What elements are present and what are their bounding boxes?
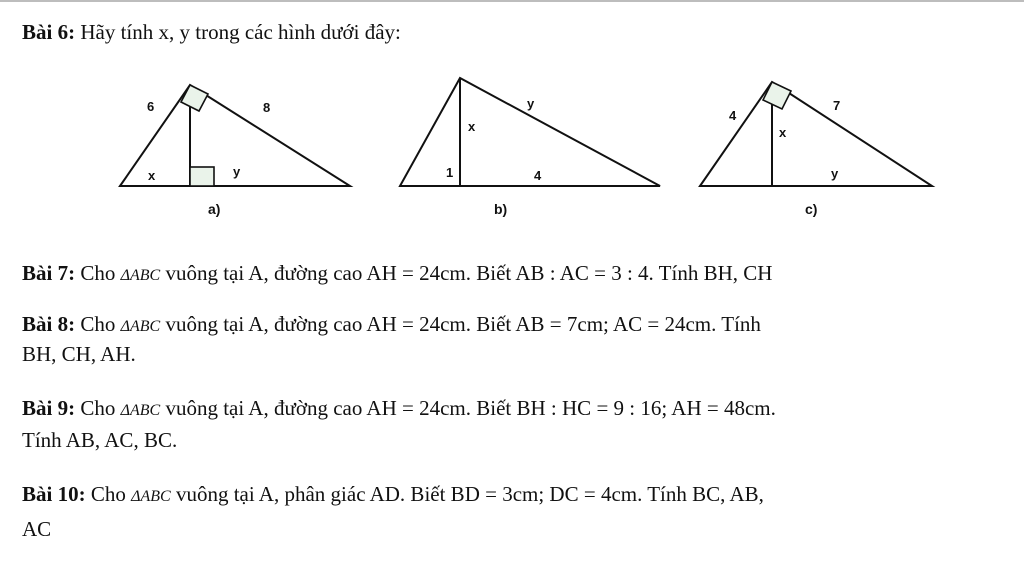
fig-a-label-ac: 8 [263, 100, 271, 115]
fig-c-caption: c) [805, 201, 818, 217]
triangle-c [700, 82, 932, 186]
exercise-7-text: vuông tại A, đường cao AH = 24cm. Biết AB : AC = 3 : 4. Tính BH, CH [160, 261, 773, 285]
fig-b-label-ac: y [527, 96, 535, 111]
figure-b [400, 78, 660, 186]
fig-a-label-ab: 6 [147, 99, 155, 114]
exercise-8-label: Bài 8: [22, 312, 76, 336]
exercise-9-pre: Cho [75, 396, 121, 420]
fig-c-label-ab: 4 [729, 108, 737, 123]
fig-b-label-hc: 4 [534, 168, 542, 183]
fig-b-label-bh: 1 [446, 165, 454, 180]
fig-c-label-ac: 7 [833, 98, 841, 113]
exercise-9-line-2: Tính AB, AC, BC. [22, 428, 178, 452]
exercise-9-label: Bài 9: [22, 396, 76, 420]
figure-c [700, 82, 932, 186]
exercise-7 [22, 261, 772, 288]
right-angle-mark-a-top [181, 85, 208, 111]
fig-c-label-ah: x [779, 125, 787, 140]
exercise-8-pre: Cho [75, 312, 121, 336]
exercise-6-text: Hãy tính x, y trong các hình dưới đây: [75, 20, 401, 44]
exercise-6-label: Bài 6: [22, 20, 76, 44]
exercise-10-line-2: AC [22, 517, 52, 541]
fig-b-caption: b) [494, 201, 508, 217]
right-angle-mark-a-foot [190, 167, 214, 186]
exercise-10-text: vuông tại A, phân giác AD. Biết BD = 3cm; DC = 4cm. Tính BC, AB, [170, 482, 764, 506]
exercise-8-triangle: ΔABC [120, 318, 161, 335]
exercise-7-pre: Cho [75, 261, 121, 285]
exercise-8-text: vuông tại A, đường cao AH = 24cm. Biết AB = 7cm; AC = 24cm. Tính [160, 312, 761, 336]
right-angle-mark-c-top [763, 82, 791, 109]
fig-a-caption: a) [208, 201, 221, 217]
triangle-b [400, 78, 660, 186]
exercise-8-line-2: BH, CH, AH. [22, 342, 136, 366]
fig-a-label-hc: y [233, 164, 241, 179]
exercise-10-line-1 [22, 482, 764, 509]
exercise-10-triangle: ΔABC [131, 488, 171, 505]
exercise-10-pre: Cho [85, 482, 132, 506]
fig-a-label-bh: x [148, 168, 156, 183]
exercise-9-text: vuông tại A, đường cao AH = 24cm. Biết BH : HC = 9 : 16; AH = 48cm. [160, 396, 776, 420]
exercise-8-line-1 [22, 312, 761, 339]
exercise-9-line-1 [22, 396, 776, 423]
exercise-9-triangle: ΔABC [120, 402, 161, 419]
exercise-10-label: Bài 10: [22, 482, 86, 506]
exercise-7-triangle: ΔABC [120, 267, 161, 284]
fig-c-label-hc: y [831, 166, 839, 181]
exercise-7-label: Bài 7: [22, 261, 76, 285]
fig-b-label-ah: x [468, 119, 476, 134]
